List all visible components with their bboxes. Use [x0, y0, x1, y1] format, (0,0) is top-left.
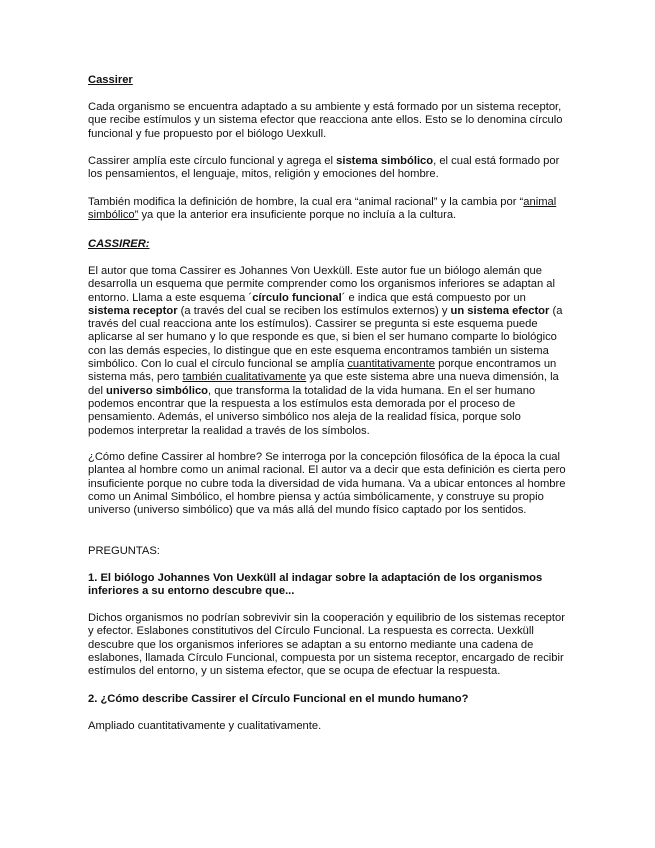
preguntas-heading: PREGUNTAS:	[88, 545, 160, 557]
text-run: , que transforma la totalidad de la vida humana. En el ser humano podemos encontrar que la respuesta a los estímulos esta demorada por el proceso de pensamiento. Además, el universo simbólico nos aleja de la realidad física, porque solo podemos interpretar la realidad a través de los símbolos.	[88, 384, 536, 437]
underlined-term: cuantitativamente	[347, 358, 435, 371]
text-run: Cassirer amplía este círculo funcional y agrega el	[88, 155, 337, 167]
paragraph-uexkull	[88, 265, 568, 438]
section-title-cassirer-uppercase: CASSIRER:	[88, 238, 150, 250]
bold-term: un sistema efector	[450, 304, 550, 317]
text-run: porque encontramos un sistema más, pero	[88, 358, 557, 384]
text-run: ya que la anterior era insuficiente porque no incluía a la cultura.	[138, 209, 457, 222]
paragraph-intro: Cada organismo se encuentra adaptado a su ambiente y está formado por un sistema receptor, que recibe estímulos y un sistema efector que reacciona ante ellos. Esto se lo denomina círculo funcional y fue propuesto por el biólogo Uexkull.	[88, 101, 563, 140]
paragraph-definicion-cassirer: ¿Cómo define Cassirer al hombre? Se interroga por la concepción filosófica de la época la cual plantea al hombre como un animal racional. El autor va a decir que esta definición es cierta pero insuficiente porque no cubre toda la diversidad de vida humana. Va a ubicar entonces al hombre como un Animal Simbólico, el hombre piensa y actúa simbólicamente, y construye su propio universo (universo simbólico) que va más allá del mundo físico captado por los sentidos.	[88, 451, 566, 517]
bold-term: universo simbólico	[106, 384, 209, 397]
question-2: 2. ¿Cómo describe Cassirer el Círculo Funcional en el mundo humano?	[88, 693, 469, 705]
text-run: También modifica la definición de hombre, la cual era “animal racional” y la cambia por “	[88, 196, 524, 208]
underlined-term: también cualitativamente	[182, 371, 307, 384]
text-run: ya que este sistema abre una nueva dimensión, la del	[88, 371, 559, 397]
text-run: ´ e indica que está compuesto por un	[341, 291, 526, 304]
text-run: , el cual está formado por los pensamientos, el lenguaje, mitos, religión y emociones del hombre.	[88, 155, 560, 181]
answer-1: Dichos organismos no podrían sobrevivir sin la cooperación y equilibrio de los sistemas receptor y efector. Eslabones constitutivos del Círculo Funcional. La respuesta es correcta. Uexküll descubre que los organismos inferiores se adaptan a su entorno mediante una cadena de eslabones, llamada Círculo Funcional, compuesta por un sistema receptor, encargado de recibir estímulos del entorno, y un sistema efector, que se ocupa de efectuar la respuesta.	[88, 612, 565, 678]
text-run: (a través del cual reacciona ante los estímulos). Cassirer se pregunta si este esquema puede aplicarse al ser humano y lo que responde es que, si bien el ser humano comparte lo biológico con las demás especies, lo distingue que en este esquema encontramos también un sistema simbólico. Con lo cual el círculo funcional se amplía	[88, 304, 563, 371]
bold-term: sistema simbólico	[336, 155, 434, 167]
paragraph-sistema-simbolico	[88, 155, 568, 182]
question-1: 1. El biólogo Johannes Von Uexküll al indagar sobre la adaptación de los organismos inferiores a su entorno descubre que...	[88, 572, 543, 598]
text-run: (a través del cual se reciben los estímulos externos) y	[177, 304, 451, 317]
section-title-cassirer: Cassirer	[88, 74, 133, 86]
answer-2: Ampliado cuantitativamente y cualitativamente.	[88, 720, 322, 732]
text-run: El autor que toma Cassirer es Johannes Von Uexküll. Este autor fue un biólogo alemán que desarrolla un esquema que permite comprender como los organismos inferiores se adaptan al entorno. Llama a este esquema ´	[88, 265, 556, 304]
bold-term: sistema receptor	[88, 304, 178, 317]
bold-term: círculo funcional	[252, 291, 342, 304]
underlined-term: animal simbólico”	[88, 196, 557, 222]
paragraph-definicion-hombre	[88, 196, 568, 223]
